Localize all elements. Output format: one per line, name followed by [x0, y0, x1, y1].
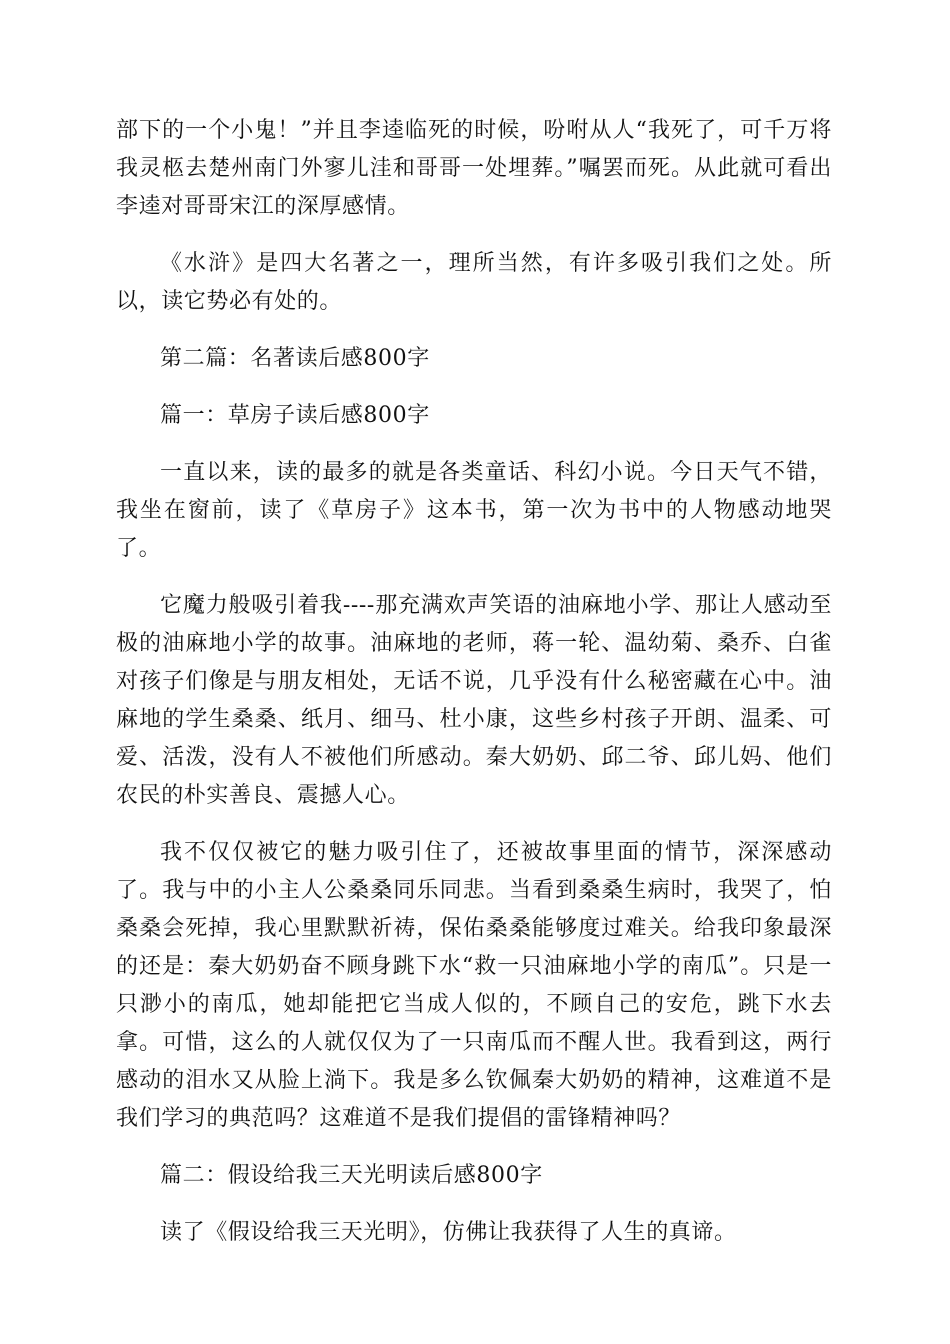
paragraph-caofangzi-intro: 一直以来，读的最多的就是各类童话、科幻小说。今日天气不错，我坐在窗前，读了《草房子》这本书，第一次为书中的人物感动地哭了。	[116, 460, 832, 561]
paragraph-grandma-qin: 我不仅仅被它的魅力吸引住了，还被故事里面的情节，深深感动了。我与中的小主人公桑桑同乐同悲。当看到桑桑生病时，我哭了，怕桑桑会死掉，我心里默默祈祷，保佑桑桑能够度过难关。给我印象最深的还是：秦大奶奶奋不顾身跳下水“救一只油麻地小学的南瓜”。只是一只渺小的南瓜，她却能把它当成人似的，不顾自己的安危，跳下水去拿。可惜，这么的人就仅仅为了一只南瓜而不醒人世。我看到这，两行感动的泪水又从脸上淌下。我是多么钦佩秦大奶奶的精神，这难道不是我们学习的典范吗？这难道不是我们提倡的雷锋精神吗？	[116, 840, 832, 1131]
paragraph-three-days-intro: 读了《假设给我三天光明》，仿佛让我获得了人生的真谛。	[160, 1220, 737, 1245]
paragraph-youmadi-school: 它魔力般吸引着我----那充满欢声笑语的油麻地小学、那让人感动至极的油麻地小学的故事。油麻地的老师，蒋一轮、温幼菊、桑乔、白雀对孩子们像是与朋友相处，无话不说，几乎没有什么秘密藏在心中。油麻地的学生桑桑、纸月、细马、杜小康，这些乡村孩子开朗、温柔、可爱、活泼，没有人不被他们所感动。秦大奶奶、邱二爷、邱儿妈、他们农民的朴实善良、震撼人心。	[116, 593, 832, 808]
paragraph-shuihu-summary: 《水浒》是四大名著之一，理所当然，有许多吸引我们之处。所以，读它势必有处的。	[116, 251, 832, 314]
section-heading-three-days: 篇二：假设给我三天光明读后感800字	[160, 1163, 543, 1188]
section-heading-caofangzi: 篇一：草房子读后感800字	[160, 403, 430, 428]
document-body	[116, 112, 832, 1271]
paragraph-li-kui-ending: 部下的一个小鬼！”并且李逵临死的时候，吩咐从人“我死了，可千万将我灵柩去楚州南门外寥儿洼和哥哥一处埋葬。”嘱罢而死。从此就可看出李逵对哥哥宋江的深厚感情。	[116, 118, 832, 219]
section-heading-second-essay: 第二篇：名著读后感800字	[160, 346, 430, 371]
